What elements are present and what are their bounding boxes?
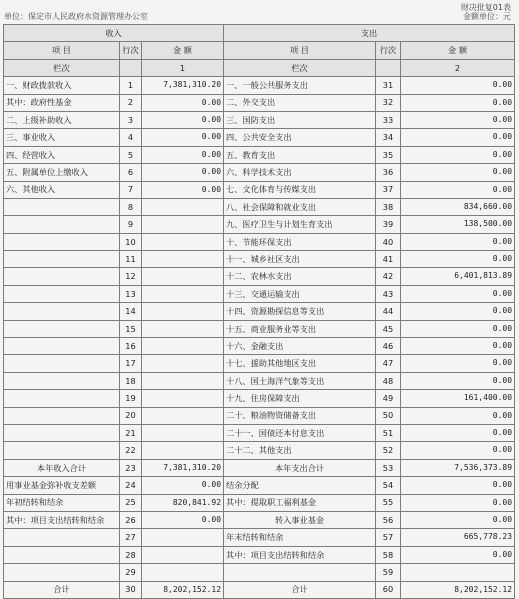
table-row xyxy=(4,407,515,424)
expense-item: 十九、住房保障支出 xyxy=(224,390,376,407)
income-item xyxy=(4,320,120,337)
expense-item: 转入事业基金 xyxy=(224,511,376,528)
column-number-row xyxy=(4,59,515,76)
expense-line-no: 51 xyxy=(376,424,401,441)
income-line-no: 2 xyxy=(120,94,142,111)
income-expense-table xyxy=(3,24,515,599)
expense-item: 十二、农林水支出 xyxy=(224,268,376,285)
income-item xyxy=(4,355,120,372)
expense-line-header: 行次 xyxy=(376,42,401,59)
income-line-header: 行次 xyxy=(120,42,142,59)
expense-amount: 0.00 xyxy=(401,477,515,494)
expense-amount: 0.00 xyxy=(401,424,515,441)
expense-line-no: 40 xyxy=(376,233,401,250)
income-amount: 0.00 xyxy=(142,511,224,528)
income-amount: 0.00 xyxy=(142,181,224,198)
expense-amount: 0.00 xyxy=(401,285,515,302)
table-row xyxy=(4,355,515,372)
income-line-no: 11 xyxy=(120,251,142,268)
income-amount xyxy=(142,233,224,250)
expense-amount: 0.00 xyxy=(401,77,515,94)
expense-line-no: 32 xyxy=(376,94,401,111)
expense-line-no: 37 xyxy=(376,181,401,198)
income-amount: 0.00 xyxy=(142,164,224,181)
income-item: 五、附属单位上缴收入 xyxy=(4,164,120,181)
table-row xyxy=(4,564,515,581)
table-row xyxy=(4,251,515,268)
form-code: 财决批复01表 xyxy=(460,3,511,12)
income-item: 其中：政府性基金 xyxy=(4,94,120,111)
income-line-no: 14 xyxy=(120,303,142,320)
expense-amount: 0.00 xyxy=(401,442,515,459)
income-item xyxy=(4,546,120,563)
expense-column-number: 2 xyxy=(401,59,515,76)
table-row xyxy=(4,77,515,94)
income-item xyxy=(4,216,120,233)
income-amount: 0.00 xyxy=(142,146,224,163)
income-line-no: 8 xyxy=(120,198,142,215)
income-item-header: 项 目 xyxy=(4,42,120,59)
income-line-no: 28 xyxy=(120,546,142,563)
income-line-blank xyxy=(120,59,142,76)
income-amount: 7,381,310.20 xyxy=(142,459,224,476)
income-line-no: 22 xyxy=(120,442,142,459)
table-row xyxy=(4,146,515,163)
expense-amount: 0.00 xyxy=(401,164,515,181)
table-row xyxy=(4,94,515,111)
expense-line-no: 58 xyxy=(376,546,401,563)
expense-amount xyxy=(401,564,515,581)
income-amount xyxy=(142,546,224,563)
income-line-no: 21 xyxy=(120,424,142,441)
income-amount xyxy=(142,564,224,581)
expense-header: 支出 xyxy=(224,25,515,42)
expense-amount: 0.00 xyxy=(401,338,515,355)
table-row xyxy=(4,164,515,181)
income-item: 本年收入合计 xyxy=(4,459,120,476)
expense-amount: 0.00 xyxy=(401,511,515,528)
expense-amount: 0.00 xyxy=(401,146,515,163)
expense-item: 十七、援助其他地区支出 xyxy=(224,355,376,372)
expense-item: 一、一般公共服务支出 xyxy=(224,77,376,94)
income-item xyxy=(4,251,120,268)
expense-amount: 0.00 xyxy=(401,233,515,250)
income-line-no: 7 xyxy=(120,181,142,198)
income-amount xyxy=(142,251,224,268)
income-line-no: 9 xyxy=(120,216,142,233)
table-row xyxy=(4,581,515,598)
expense-amount: 0.00 xyxy=(401,372,515,389)
expense-item: 三、国防支出 xyxy=(224,111,376,128)
income-line-no: 10 xyxy=(120,233,142,250)
expense-line-no: 35 xyxy=(376,146,401,163)
expense-item-header: 项 目 xyxy=(224,42,376,59)
table-row xyxy=(4,216,515,233)
income-amount: 820,841.92 xyxy=(142,494,224,511)
expense-item: 六、科学技术支出 xyxy=(224,164,376,181)
income-line-no: 17 xyxy=(120,355,142,372)
expense-line-no: 41 xyxy=(376,251,401,268)
table-row xyxy=(4,181,515,198)
income-item xyxy=(4,407,120,424)
expense-item: 十一、城乡社区支出 xyxy=(224,251,376,268)
income-item xyxy=(4,233,120,250)
expense-line-no: 38 xyxy=(376,198,401,215)
income-item: 三、事业收入 xyxy=(4,129,120,146)
expense-line-no: 54 xyxy=(376,477,401,494)
expense-item: 二十、粮油物资储备支出 xyxy=(224,407,376,424)
table-row xyxy=(4,459,515,476)
income-item: 四、经营收入 xyxy=(4,146,120,163)
expense-item: 十六、金融支出 xyxy=(224,338,376,355)
income-line-no: 27 xyxy=(120,529,142,546)
income-amount xyxy=(142,372,224,389)
table-row xyxy=(4,442,515,459)
table-row xyxy=(4,546,515,563)
expense-item: 二十一、国债还本付息支出 xyxy=(224,424,376,441)
expense-line-no: 52 xyxy=(376,442,401,459)
income-amount: 0.00 xyxy=(142,129,224,146)
income-item xyxy=(4,303,120,320)
income-amount xyxy=(142,285,224,302)
income-amount: 0.00 xyxy=(142,477,224,494)
income-amount-header: 金 额 xyxy=(142,42,224,59)
income-line-no: 15 xyxy=(120,320,142,337)
table-row xyxy=(4,233,515,250)
expense-amount: 0.00 xyxy=(401,303,515,320)
table-row xyxy=(4,338,515,355)
income-item xyxy=(4,198,120,215)
income-line-no: 5 xyxy=(120,146,142,163)
income-line-no: 24 xyxy=(120,477,142,494)
income-amount xyxy=(142,407,224,424)
income-line-no: 30 xyxy=(120,581,142,598)
income-item xyxy=(4,285,120,302)
expense-line-no: 49 xyxy=(376,390,401,407)
income-item xyxy=(4,424,120,441)
expense-item: 十八、国土海洋气象等支出 xyxy=(224,372,376,389)
table-row xyxy=(4,198,515,215)
table-row xyxy=(4,129,515,146)
income-item xyxy=(4,338,120,355)
expense-item: 十三、交通运输支出 xyxy=(224,285,376,302)
income-amount xyxy=(142,338,224,355)
expense-item: 十四、资源勘探信息等支出 xyxy=(224,303,376,320)
expense-amount: 6,401,813.89 xyxy=(401,268,515,285)
income-amount: 8,202,152.12 xyxy=(142,581,224,598)
table-row xyxy=(4,529,515,546)
income-item: 年初结转和结余 xyxy=(4,494,120,511)
income-line-no: 29 xyxy=(120,564,142,581)
expense-item: 七、文化体育与传媒支出 xyxy=(224,181,376,198)
table-row xyxy=(4,320,515,337)
expense-line-no: 36 xyxy=(376,164,401,181)
expense-amount: 665,778.23 xyxy=(401,529,515,546)
income-line-no: 13 xyxy=(120,285,142,302)
expense-amount: 161,400.00 xyxy=(401,390,515,407)
income-line-no: 4 xyxy=(120,129,142,146)
income-line-no: 25 xyxy=(120,494,142,511)
expense-amount: 0.00 xyxy=(401,320,515,337)
expense-item: 二十二、其他支出 xyxy=(224,442,376,459)
expense-item: 八、社会保障和就业支出 xyxy=(224,198,376,215)
expense-line-no: 33 xyxy=(376,111,401,128)
expense-amount: 0.00 xyxy=(401,111,515,128)
income-column-number: 1 xyxy=(142,59,224,76)
income-amount xyxy=(142,320,224,337)
expense-item xyxy=(224,564,376,581)
expense-column-label: 栏次 xyxy=(224,59,376,76)
income-item xyxy=(4,372,120,389)
income-amount xyxy=(142,529,224,546)
income-line-no: 20 xyxy=(120,407,142,424)
income-amount xyxy=(142,355,224,372)
expense-item: 本年支出合计 xyxy=(224,459,376,476)
income-amount: 0.00 xyxy=(142,94,224,111)
income-item xyxy=(4,268,120,285)
income-item xyxy=(4,390,120,407)
expense-line-no: 60 xyxy=(376,581,401,598)
income-item: 合计 xyxy=(4,581,120,598)
unit-name: 单位：保定市人民政府水资源管理办公室 xyxy=(4,12,148,21)
income-item xyxy=(4,442,120,459)
income-item: 六、其他收入 xyxy=(4,181,120,198)
expense-item: 九、医疗卫生与计划生育支出 xyxy=(224,216,376,233)
expense-amount: 138,500.00 xyxy=(401,216,515,233)
table-row xyxy=(4,372,515,389)
income-amount xyxy=(142,424,224,441)
expense-line-no: 43 xyxy=(376,285,401,302)
expense-line-blank xyxy=(376,59,401,76)
expense-item: 四、公共安全支出 xyxy=(224,129,376,146)
expense-item: 其中：提取职工福利基金 xyxy=(224,494,376,511)
table-row xyxy=(4,268,515,285)
expense-line-no: 47 xyxy=(376,355,401,372)
expense-line-no: 55 xyxy=(376,494,401,511)
income-line-no: 12 xyxy=(120,268,142,285)
income-amount: 7,381,310.20 xyxy=(142,77,224,94)
income-item: 一、财政拨款收入 xyxy=(4,77,120,94)
expense-amount-header: 金 额 xyxy=(401,42,515,59)
table-row xyxy=(4,390,515,407)
section-header-row xyxy=(4,25,515,42)
expense-amount: 0.00 xyxy=(401,129,515,146)
income-line-no: 19 xyxy=(120,390,142,407)
expense-amount: 7,536,373.89 xyxy=(401,459,515,476)
income-line-no: 26 xyxy=(120,511,142,528)
expense-amount: 0.00 xyxy=(401,251,515,268)
expense-line-no: 39 xyxy=(376,216,401,233)
table-row xyxy=(4,511,515,528)
expense-amount: 0.00 xyxy=(401,494,515,511)
expense-line-no: 59 xyxy=(376,564,401,581)
income-item: 其中：项目支出结转和结余 xyxy=(4,511,120,528)
income-amount xyxy=(142,390,224,407)
expense-amount: 0.00 xyxy=(401,546,515,563)
expense-line-no: 48 xyxy=(376,372,401,389)
income-amount xyxy=(142,268,224,285)
expense-item: 十、节能环保支出 xyxy=(224,233,376,250)
income-item xyxy=(4,529,120,546)
expense-line-no: 45 xyxy=(376,320,401,337)
table-row xyxy=(4,477,515,494)
expense-amount: 0.00 xyxy=(401,181,515,198)
expense-line-no: 42 xyxy=(376,268,401,285)
income-amount xyxy=(142,216,224,233)
expense-item: 十五、商业服务业等支出 xyxy=(224,320,376,337)
table-row xyxy=(4,303,515,320)
expense-amount: 834,660.00 xyxy=(401,198,515,215)
currency-unit: 金额单位：元 xyxy=(463,12,511,21)
income-amount: 0.00 xyxy=(142,111,224,128)
expense-item: 结余分配 xyxy=(224,477,376,494)
expense-amount: 0.00 xyxy=(401,94,515,111)
expense-line-no: 53 xyxy=(376,459,401,476)
expense-amount: 0.00 xyxy=(401,407,515,424)
expense-line-no: 44 xyxy=(376,303,401,320)
column-header-row xyxy=(4,42,515,59)
income-amount xyxy=(142,442,224,459)
income-item xyxy=(4,564,120,581)
income-line-no: 3 xyxy=(120,111,142,128)
expense-item: 合计 xyxy=(224,581,376,598)
income-line-no: 18 xyxy=(120,372,142,389)
income-item: 用事业基金弥补收支差额 xyxy=(4,477,120,494)
expense-item: 二、外交支出 xyxy=(224,94,376,111)
income-column-label: 栏次 xyxy=(4,59,120,76)
table-row xyxy=(4,424,515,441)
expense-line-no: 56 xyxy=(376,511,401,528)
expense-amount: 8,202,152.12 xyxy=(401,581,515,598)
expense-item: 五、教育支出 xyxy=(224,146,376,163)
income-amount xyxy=(142,303,224,320)
income-line-no: 23 xyxy=(120,459,142,476)
expense-line-no: 46 xyxy=(376,338,401,355)
expense-item: 其中：项目支出结转和结余 xyxy=(224,546,376,563)
income-line-no: 1 xyxy=(120,77,142,94)
income-line-no: 16 xyxy=(120,338,142,355)
table-row xyxy=(4,285,515,302)
expense-line-no: 57 xyxy=(376,529,401,546)
expense-item: 年末结转和结余 xyxy=(224,529,376,546)
income-header: 收入 xyxy=(4,25,224,42)
table-row xyxy=(4,111,515,128)
table-row xyxy=(4,494,515,511)
income-amount xyxy=(142,198,224,215)
income-item: 二、上级补助收入 xyxy=(4,111,120,128)
expense-line-no: 50 xyxy=(376,407,401,424)
expense-line-no: 34 xyxy=(376,129,401,146)
expense-line-no: 31 xyxy=(376,77,401,94)
income-line-no: 6 xyxy=(120,164,142,181)
expense-amount: 0.00 xyxy=(401,355,515,372)
